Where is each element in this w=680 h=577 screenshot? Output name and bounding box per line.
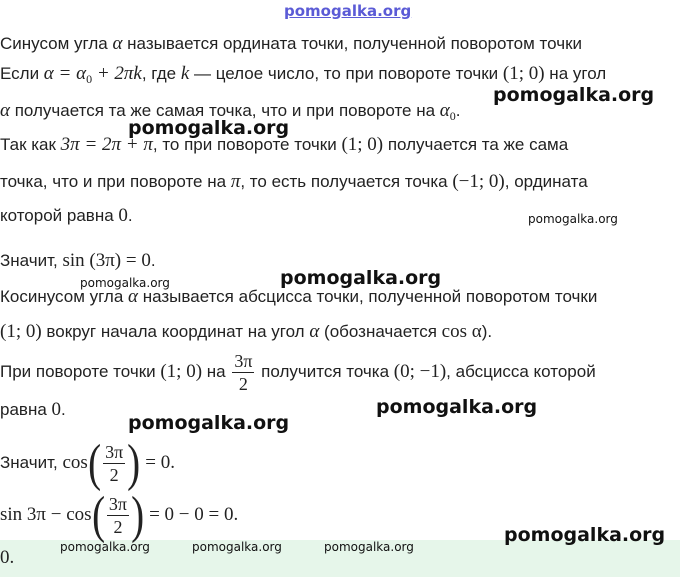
- left-paren: (: [91, 486, 105, 544]
- text-fragment: .: [61, 400, 66, 419]
- watermark: pomogalka.org: [128, 412, 290, 434]
- text-line-9: [0, 322, 492, 342]
- fraction-3pi-over-2: $\frac{3\pi}{2}$: [108, 494, 127, 538]
- watermark: pomogalka.org: [60, 540, 150, 554]
- text-line-8: [0, 287, 597, 307]
- watermark: pomogalka.org: [324, 540, 414, 554]
- left-paren: (: [87, 434, 101, 492]
- text-fragment: получается та же сама: [383, 135, 569, 154]
- math-point: (0; −1): [393, 361, 447, 382]
- math-zero: 0: [118, 205, 128, 226]
- text-fragment: на: [202, 362, 231, 381]
- right-paren: ): [127, 434, 141, 492]
- watermark: pomogalka.org: [80, 276, 170, 290]
- fraction-3pi-over-2: $\frac{3\pi}{2}$: [234, 351, 253, 395]
- text-fragment: точка, что и при повороте на: [0, 172, 231, 191]
- text-fragment: которой равна: [0, 206, 119, 225]
- text-fragment: .: [150, 251, 156, 270]
- text-fragment: на угол: [544, 64, 607, 83]
- text-line-10: [0, 347, 596, 397]
- math-point: (1; 0): [341, 134, 384, 155]
- text-line-13: [0, 486, 238, 544]
- text-fragment: получается та же самая точка, что и при повороте на: [9, 101, 440, 120]
- text-fragment: Так как: [0, 135, 61, 154]
- math-alpha: α: [309, 321, 320, 342]
- watermark: pomogalka.org: [192, 540, 282, 554]
- text-line-12: [0, 434, 175, 492]
- math-expression: sin 3π − cos: [0, 504, 92, 525]
- math-alpha: α: [112, 33, 123, 54]
- watermark: pomogalka.org: [280, 267, 442, 289]
- watermark: pomogalka.org: [528, 212, 618, 226]
- text-line-14: [0, 548, 14, 568]
- watermark: pomogalka.org: [128, 117, 290, 139]
- text-fragment: .: [455, 101, 461, 120]
- math-alpha: α: [0, 100, 10, 121]
- text-fragment: вокруг начала координат на угол: [41, 322, 310, 341]
- watermark: pomogalka.org: [504, 524, 666, 546]
- text-fragment: Синусом угла: [0, 34, 113, 53]
- math-cos-alpha: cos α: [441, 321, 482, 342]
- math-k: k: [180, 63, 190, 84]
- text-fragment: При повороте точки: [0, 362, 161, 381]
- text-line-1: [0, 34, 582, 54]
- math-alpha-zero: $\alpha_0$: [439, 100, 456, 123]
- text-line-5: [0, 172, 588, 192]
- math-point: (1; 0): [0, 321, 42, 342]
- watermark-top-link[interactable]: pomogalka.org: [284, 2, 412, 20]
- math-point: (−1; 0): [452, 171, 505, 192]
- text-fragment: , то есть получается точка: [240, 172, 453, 191]
- math-zero: 0: [51, 399, 62, 420]
- math-answer: 0.: [0, 547, 15, 568]
- math-expression: $\alpha = \alpha_0 + 2\pi k$: [43, 63, 142, 86]
- text-fragment: называется абсцисса точки, полученной поворотом точки: [138, 287, 598, 306]
- math-expression: sin (3π) = 0: [62, 250, 151, 271]
- text-line-7: [0, 251, 156, 271]
- math-alpha: α: [128, 286, 139, 307]
- text-fragment: , где: [141, 64, 181, 83]
- text-fragment: называется ордината точки, полученной поворотом точки: [122, 34, 583, 53]
- text-fragment: Если: [0, 64, 44, 83]
- text-fragment: , ордината: [504, 172, 588, 191]
- text-fragment: .: [127, 206, 133, 225]
- math-point: (1; 0): [502, 63, 545, 84]
- text-fragment: получится точка: [256, 362, 394, 381]
- text-fragment: , то при повороте точки: [152, 135, 342, 154]
- text-fragment: ).: [481, 322, 493, 341]
- watermark: pomogalka.org: [493, 84, 655, 106]
- text-fragment: , абсцисса которой: [446, 362, 596, 381]
- text-line-11: [0, 400, 66, 420]
- math-cos: cos: [62, 452, 88, 473]
- right-paren: ): [131, 486, 145, 544]
- math-pi: π: [230, 171, 241, 192]
- text-fragment: равна: [0, 400, 52, 419]
- math-point: (1; 0): [160, 361, 203, 382]
- text-fragment: — целое число, то при повороте точки: [189, 64, 503, 83]
- fraction-3pi-over-2: $\frac{3\pi}{2}$: [105, 442, 124, 486]
- text-line-6: [0, 206, 133, 226]
- text-fragment: Косинусом угла: [0, 287, 129, 306]
- math-equals: = 0 − 0 = 0.: [144, 504, 239, 525]
- math-equals: = 0.: [140, 452, 175, 473]
- text-fragment: (обозначается: [319, 322, 442, 341]
- text-fragment: Значит,: [0, 251, 63, 270]
- text-fragment: Значит,: [0, 453, 63, 472]
- math-expression: 3π = 2π + π: [60, 134, 153, 155]
- watermark: pomogalka.org: [376, 396, 538, 418]
